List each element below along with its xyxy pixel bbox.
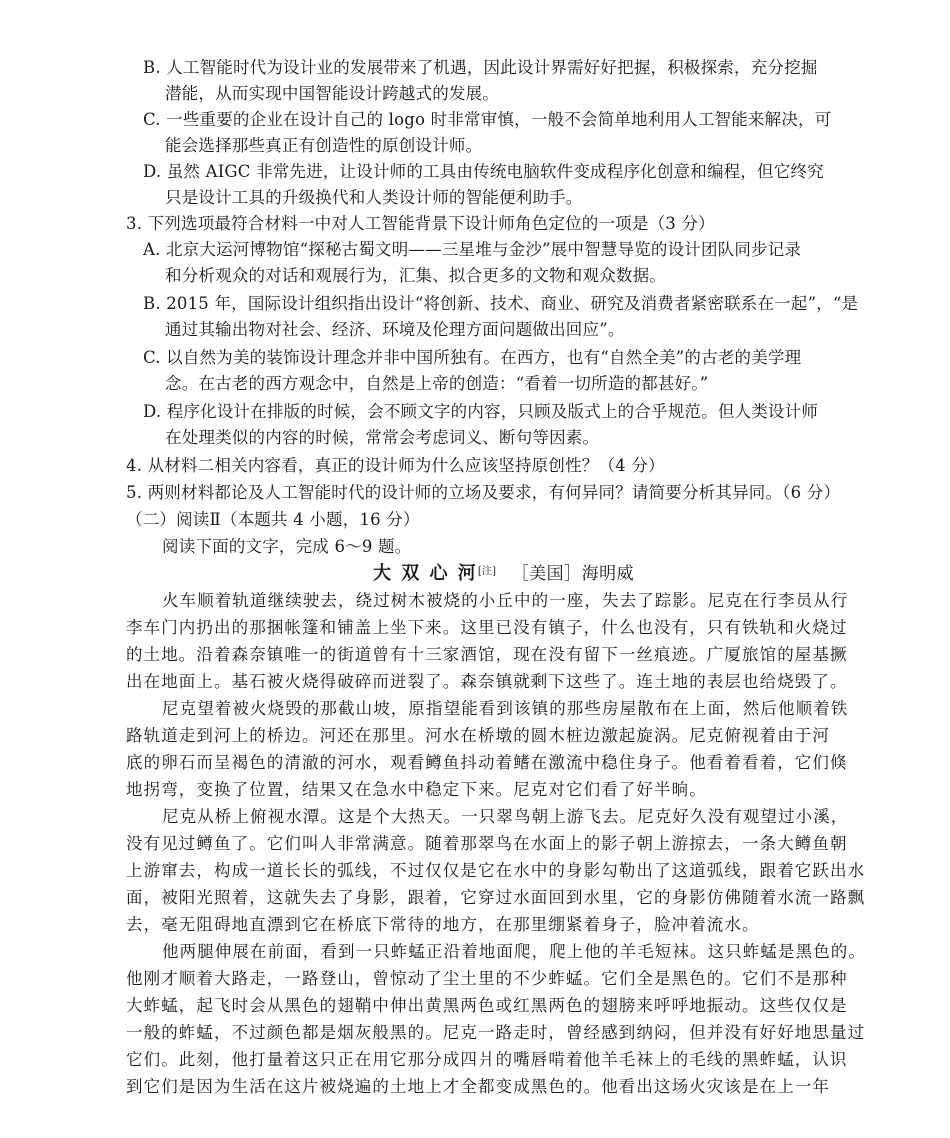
story-author: ［美国］海明威 [511, 564, 635, 584]
q3-option-a-line1: A. 北京大运河博物馆“探秘古蜀文明——三星堆与金沙”展中智慧导览的设计团队同步记录 [143, 240, 802, 259]
story-line: 火车顺着轨道继续驶去，绕过树木被烧的小丘中的一座，失去了踪影。尼克在行李员从行 [162, 591, 849, 610]
story-line: 出在地面上。基石被火烧得破碎而迸裂了。森奈镇就剩下这些了。连土地的表层也给烧毁了。 [126, 672, 848, 691]
q2-option-b-line2: 潜能，从而实现中国智能设计跨越式的发展。 [165, 84, 499, 103]
q3-option-c-line2: 念。在古老的西方观念中，自然是上帝的创造：“看着一切所造的都甚好。” [165, 374, 709, 393]
q3-option-c-line1: C. 以自然为美的装饰设计理念并非中国所独有。在西方，也有“自然全美”的古老的美学理 [143, 348, 802, 367]
q3-option-b-line1: B. 2015 年，国际设计组织指出设计“将创新、技术、商业、研究及消费者紧密联系在一起”，“是 [143, 294, 859, 313]
story-line: 李车门内扔出的那捆帐篷和铺盖上坐下来。这里已没有镇子，什么也没有，只有铁轨和火烧过 [126, 618, 848, 637]
story-title: 大 双 心 河 [373, 563, 478, 584]
story-line: 尼克望着被火烧毁的那截山坡，原指望能看到该镇的那些房屋散布在上面，然后他顺着铁 [162, 699, 849, 718]
q2-option-d-line2: 只是设计工具的升级换代和人类设计师的智能便利助手。 [165, 188, 583, 207]
story-line: 没有见过鳟鱼了。它们叫人非常满意。随着那翠鸟在水面上的影子朝上游掠去，一条大鳟鱼朝 [126, 834, 848, 853]
story-line: 一般的蚱蜢，不过颜色都是烟灰般黑的。尼克一路走时，曾经感到纳闷，但并没有好好地思量过 [126, 1023, 866, 1042]
story-line: 他两腿伸展在前面，看到一只蚱蜢正沿着地面爬，爬上他的羊毛短袜。这只蚱蜢是黑色的。 [162, 942, 866, 961]
q2-option-c-line1: C. 一些重要的企业在设计自己的 logo 时非常审慎，一般不会简单地利用人工智能来解决，可 [143, 110, 832, 129]
story-line: 尼克从桥上俯视水潭。这是个大热天。一只翠鸟朝上游飞去。尼克好久没有观望过小溪， [162, 807, 849, 826]
section-heading: （二）阅读Ⅱ（本题共 4 小题，16 分） [126, 510, 420, 529]
story-line: 的土地。沿着森奈镇唯一的街道曾有十三家酒馆，现在没有留下一丝痕迹。广厦旅馆的屋基撅 [126, 645, 848, 664]
story-line: 到它们是因为生活在这片被烧遍的土地上才全都变成黑色的。他看出这场火灾该是在上一年 [126, 1077, 830, 1096]
story-line: 路轨道走到河上的桥边。河还在那里。河水在桥墩的圆木桩边激起旋涡。尼克俯视着由于河 [126, 726, 830, 745]
q3-option-a-line2: 和分析观众的对话和观展行为，汇集、拟合更多的文物和观众数据。 [165, 266, 666, 285]
story-line: 他刚才顺着大路走，一路登山，曾惊动了尘土里的不少蚱蜢。它们全是黑色的。它们不是那种 [126, 969, 848, 988]
q3-stem: 3. 下列选项最符合材料一中对人工智能背景下设计师角色定位的一项是（3 分） [126, 214, 715, 233]
q2-option-b-line1: B. 人工智能时代为设计业的发展带来了机遇，因此设计界需好好把握，积极探索，充分挖掘 [143, 58, 818, 77]
reading-instruction: 阅读下面的文字，完成 6～9 题。 [162, 537, 412, 556]
story-line: 去，毫无阻碍地直漂到它在桥底下常待的地方，在那里绷紧着身子，脸冲着流水。 [126, 915, 760, 934]
q5-stem: 5. 两则材料都论及人工智能时代的设计师的立场及要求，有何异同？请简要分析其异同。（6 分） [126, 483, 841, 502]
q3-option-d-line2: 在处理类似的内容的时候，常常会考虑词义、断句等因素。 [165, 428, 600, 447]
story-line: 底的卵石而呈褐色的清澈的河水，观看鳟鱼抖动着鳍在激流中稳住身子。他看着看着，它们倏 [126, 753, 848, 772]
q2-option-d-line1: D. 虽然 AIGC 非常先进，让设计师的工具由传统电脑软件变成程序化创意和编程，但它终究 [143, 162, 824, 181]
story-title-block [373, 562, 634, 586]
story-line: 地拐弯，变换了位置，结果又在急水中稳定下来。尼克对它们看了好半晌。 [126, 780, 707, 799]
q4-stem: 4. 从材料二相关内容看，真正的设计师为什么应该坚持原创性？（4 分） [126, 456, 665, 475]
story-line: 上游窜去，构成一道长长的弧线，不过仅仅是它在水中的身影勾勒出了这道弧线，跟着它跃出水 [126, 861, 866, 880]
story-line: 它们。此刻，他打量着这只正在用它那分成四爿的嘴唇啃着他羊毛袜上的毛线的黑蚱蜢，认识 [126, 1050, 848, 1069]
story-line: 大蚱蜢，起飞时会从黑色的翅鞘中伸出黄黑两色或红黑两色的翅膀来呼呼地振动。这些仅仅是 [126, 996, 848, 1015]
q3-option-d-line1: D. 程序化设计在排版的时候，会不顾文字的内容，只顾及版式上的合乎规范。但人类设计师 [143, 402, 819, 421]
story-line: 面，被阳光照着，这就失去了身影，跟着，它穿过水面回到水里，它的身影仿佛随着水流一路飘 [126, 888, 866, 907]
q3-option-b-line2: 通过其输出物对社会、经济、环境及伦理方面问题做出回应”。 [165, 320, 625, 339]
q2-option-c-line2: 能会选择那些真正有创造性的原创设计师。 [165, 136, 483, 155]
footnote-marker: [注] [477, 566, 497, 577]
